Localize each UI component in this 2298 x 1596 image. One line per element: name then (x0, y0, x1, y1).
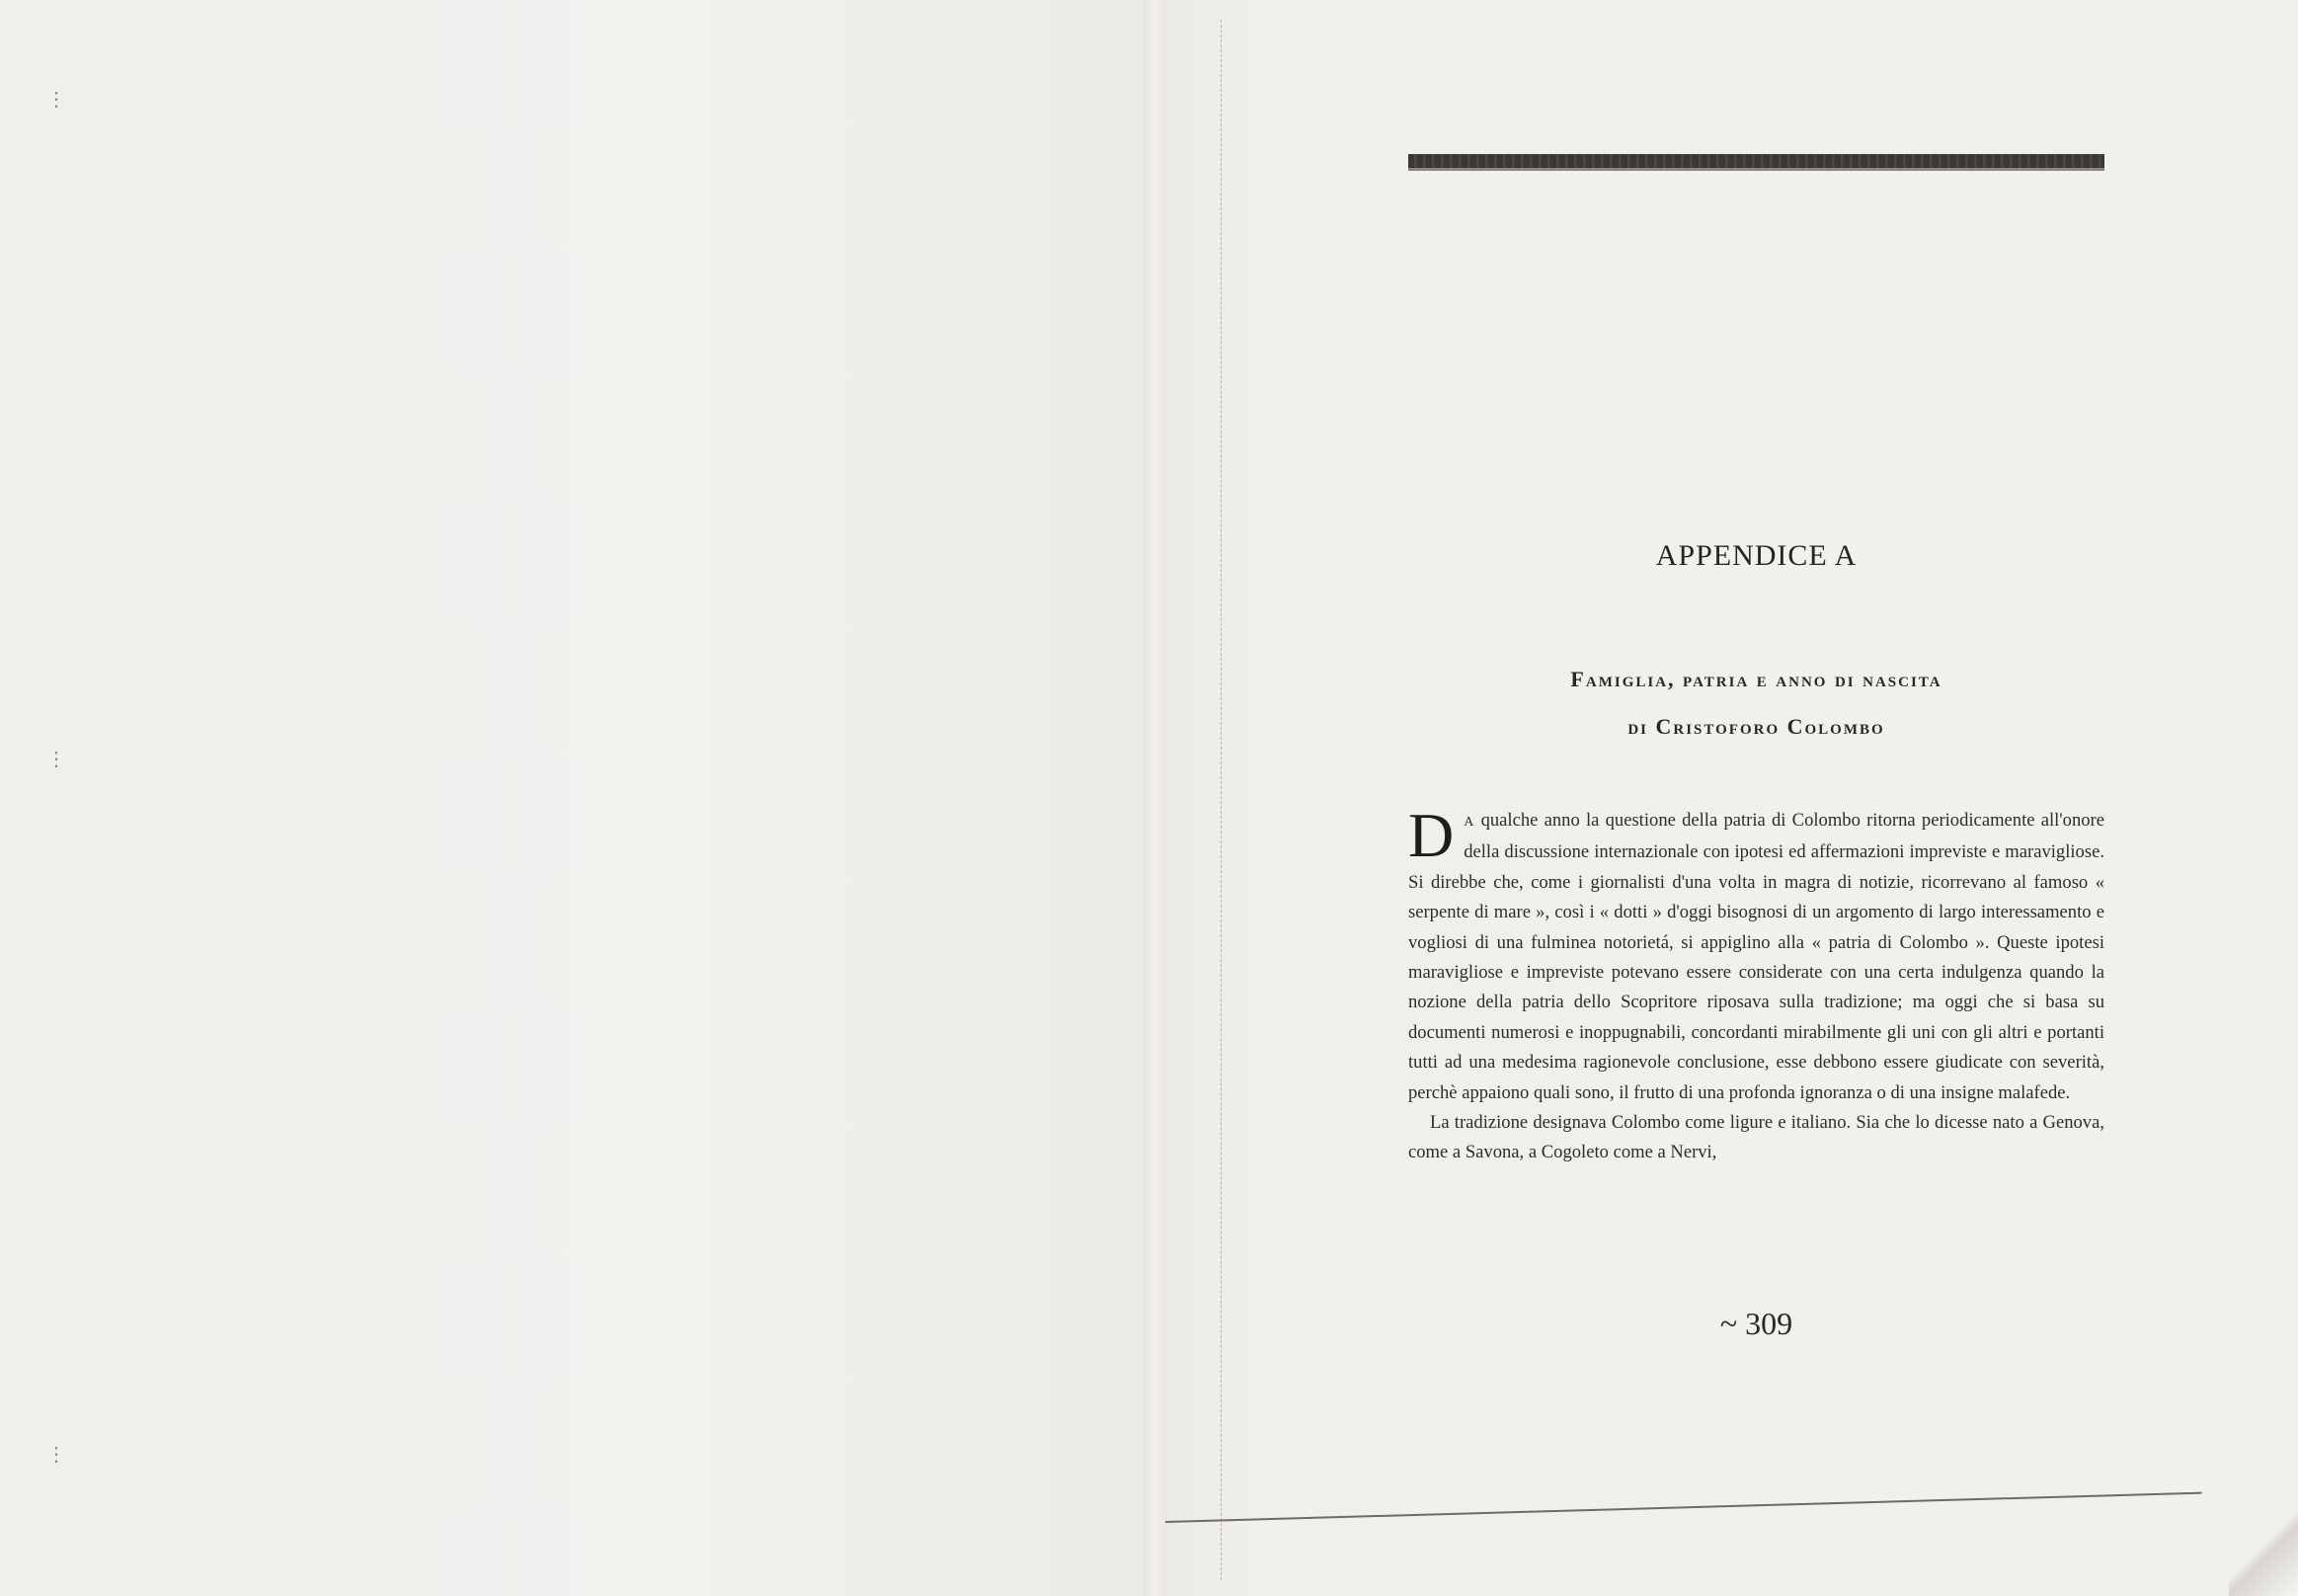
paragraph-2: La tradizione designava Colombo come ligure e italiano. Sia che lo dicesse nato a Genova, come a Savona, a Cogoleto come a Nervi, (1408, 1112, 2104, 1163)
book-gutter (1144, 0, 1167, 1596)
chapter-title-line-1: Famiglia, patria e anno di nascita (1570, 667, 1942, 691)
chapter-title-line-2: di Cristoforo Colombo (1627, 714, 1885, 739)
paragraph-1 (1408, 800, 2104, 1108)
paragraph-1-text: qualche anno la questione della patria di Colombo ritorna periodicamente all'onore della discussione internazionale con ipotesi ed affermazioni impreviste e maravigliose. Si direbbe che, come i giornalisti d'una volta in magra di notizie, ricorrevano al famoso « serpente di mare », così i « dotti » d'oggi bisognosi di un argomento di largo interessamento e vogliosi di una fulminea notorietá, si appiglino alla « patria di Colombo ». Queste ipotesi maravigliose e impreviste potevano essere considerate con una certa indulgenza quando la nozione della patria dello Scopritore riposava sulla tradizione; ma oggi che si basa su documenti numerosi e inoppugnabili, concordanti mirabilmente gli uni con gli altri e portanti tutti ad una medesima ragionevole conclusione, esse debbono essere giudicate con severità, perchè appaiono quali sono, il frutto di una profonda ignoranza o di una insigne malafede. (1408, 810, 2104, 1103)
binding-mark-bottom: ⋮ (46, 1444, 66, 1466)
first-word: A (1464, 815, 1475, 830)
right-page (1167, 0, 2298, 1596)
page-corner-curl (2229, 1507, 2298, 1596)
body-text (1408, 800, 2104, 1168)
chapter-title (1408, 656, 2104, 751)
binding-mark-middle: ⋮ (46, 749, 66, 770)
fold-line (1221, 20, 1222, 1580)
page-number: ~ 309 (1719, 1306, 1793, 1341)
drop-cap: D (1408, 800, 1455, 870)
appendix-title: APPENDICE A (1655, 539, 1858, 572)
binding-mark-top: ⋮ (46, 89, 66, 111)
decorative-header-rule (1408, 154, 2104, 171)
